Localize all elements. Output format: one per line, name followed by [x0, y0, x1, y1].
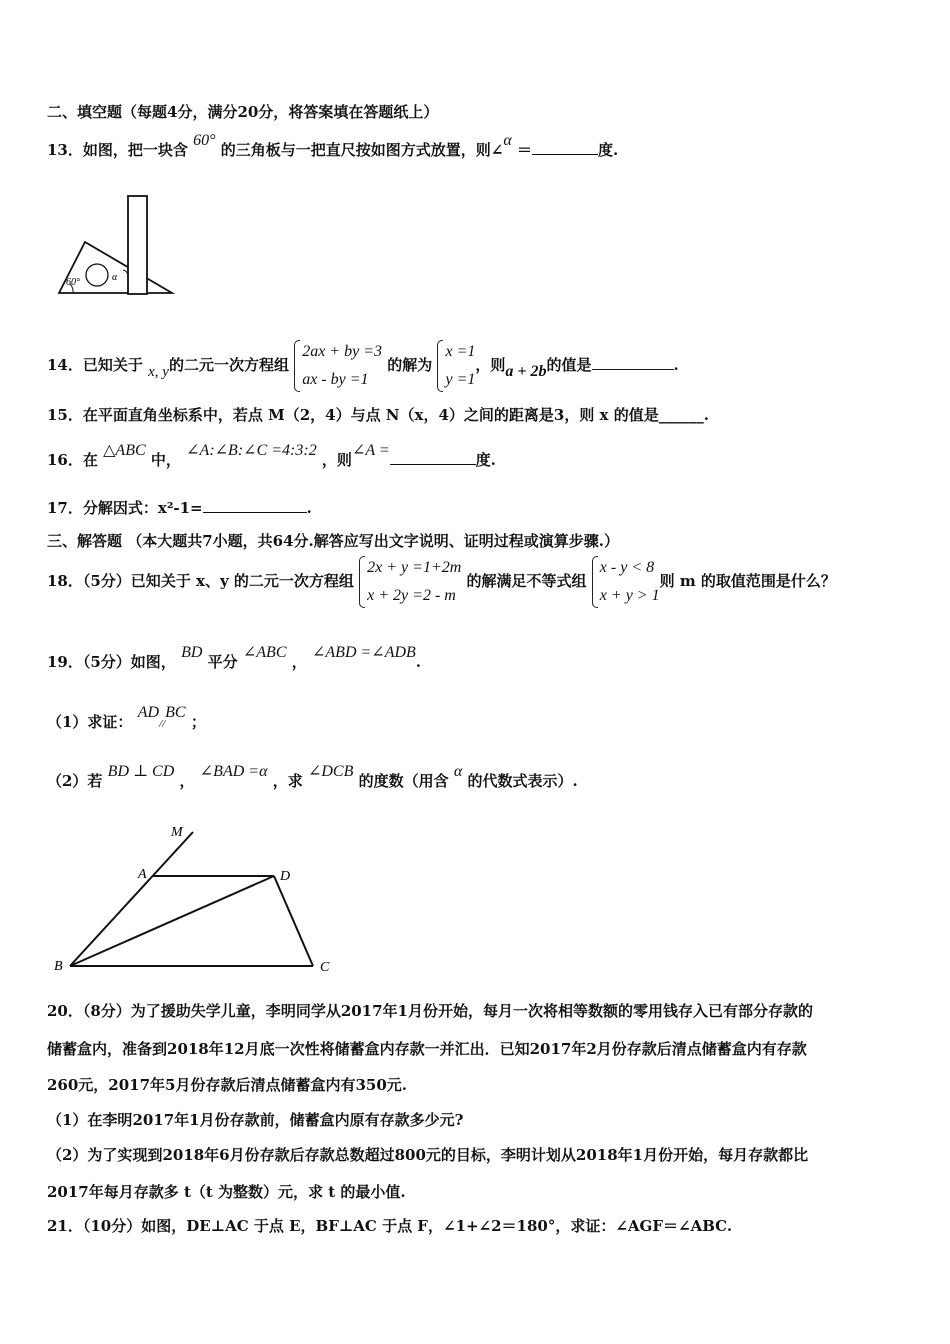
section3-header: 三、解答题 （本大题共7小题，共64分.解答应写出文字说明、证明过程或演算步骤.）	[47, 532, 619, 550]
question-18	[47, 552, 836, 610]
q19-bd: BD	[181, 644, 203, 661]
question-19	[47, 644, 422, 673]
q19-part2-perp: BD ⊥ CD	[107, 763, 175, 780]
q18-text3: 则 m 的取值范围是什么？	[659, 572, 836, 590]
q16-answer-blank[interactable]	[390, 450, 476, 465]
q14-equation-2: ax - by =1	[302, 371, 369, 388]
q14-text1: 已知关于	[82, 356, 143, 374]
q19-part1-parallel: //	[159, 718, 166, 730]
question-20-part2a: （2）为了实现到2018年6月份存款后存款总数超过800元的目标，李明计划从2018年1月份开始，每月存款都比	[47, 1146, 809, 1164]
q16-ratio: ∠A:∠B:∠C =4:3:2	[186, 442, 317, 459]
q19-part2-bad: ∠BAD =α	[199, 763, 268, 780]
q19-part2-label: （2）若	[47, 772, 103, 790]
segment-dc	[274, 876, 313, 966]
q18-inequality-2: x + y > 1	[599, 587, 660, 604]
question-16	[47, 442, 496, 471]
label-60: 60°	[66, 277, 80, 288]
q19-angle-abc: ∠ABC	[242, 644, 287, 661]
q14-equation-1: 2ax + by =3	[302, 343, 382, 360]
q19-number: 19．	[47, 653, 83, 671]
q16-text2: 中，	[150, 451, 181, 469]
q19-part2-comma1: ，	[179, 772, 195, 790]
q18-equation-system	[359, 554, 461, 610]
q19-part1-bc: BC	[165, 704, 186, 721]
q13-text2: 的三角板与一把直尺按如图方式放置，则∠	[220, 141, 504, 159]
q17-end: .	[306, 499, 312, 517]
label-m: M	[171, 825, 183, 840]
q19-part2-text-b: 的度数（用含	[358, 772, 449, 790]
q17-text: 17．分解因式：x²-1=	[47, 499, 203, 517]
q14-text6: .	[673, 356, 679, 374]
q19-part1-label: （1）求证：	[47, 713, 133, 731]
line-bm	[70, 832, 193, 966]
label-b: B	[54, 959, 63, 974]
q14-solution-1: x =1	[445, 343, 476, 360]
question-17	[47, 498, 312, 518]
question-20-line1: 20．（8分）为了援助失学儿童，李明同学从2017年1月份开始，每月一次将相等数额的零用钱存入已有部分存款的	[47, 1002, 814, 1020]
q16-text3: ，则	[321, 451, 352, 469]
q13-alpha: α	[503, 132, 512, 149]
q13-equals: ＝	[516, 141, 532, 159]
q16-angle-a: ∠A =	[351, 442, 390, 459]
q14-number: 14．	[47, 356, 83, 374]
q19-text1: （5分）如图，	[82, 653, 176, 671]
segment-bd	[70, 876, 274, 966]
figure-13-triangle-ruler	[55, 192, 180, 300]
q14-expression: a + 2b	[505, 363, 547, 380]
q13-text1: 如图，把一块含	[82, 141, 188, 159]
q19-text3: ，	[291, 653, 307, 671]
q19-part2-find: ，求	[272, 772, 303, 790]
label-a: A	[138, 867, 147, 882]
q19-part2	[47, 763, 578, 792]
q19-part2-dcb: ∠DCB	[307, 763, 354, 780]
q18-equation-2: x + 2y =2 - m	[367, 587, 456, 604]
q19-text4: .	[415, 653, 422, 671]
question-20-line2: 储蓄盒内，准备到2018年12月底一次性将储蓄盒内存款一并汇出．已知2017年2月份存款后清点储蓄盒内有存款	[47, 1040, 807, 1058]
label-c: C	[320, 960, 330, 975]
q19-part1-ad: AD	[137, 704, 160, 721]
question-14	[47, 338, 679, 394]
q13-answer-blank[interactable]	[532, 140, 598, 155]
q14-text4: ，则	[475, 356, 506, 374]
q14-answer-blank[interactable]	[592, 355, 674, 370]
q14-solution-system	[437, 338, 475, 394]
q19-part1-end: ；	[190, 713, 206, 731]
label-alpha: α	[112, 272, 118, 283]
q18-text2: 的解满足不等式组	[466, 572, 587, 590]
q16-text4: 度.	[475, 451, 496, 469]
q17-answer-blank[interactable]	[203, 498, 307, 513]
question-21: 21．（10分）如图，DE⊥AC 于点 E，BF⊥AC 于点 F，∠1+∠2＝180°，求证：∠AGF＝∠ABC.	[47, 1217, 733, 1235]
q14-equation-system	[294, 338, 382, 394]
q19-text2: 平分	[207, 653, 238, 671]
question-15: 15．在平面直角坐标系中，若点 M（2，4）与点 N（x，4）之间的距离是3，则 x 的值是______.	[47, 406, 709, 424]
q18-inequality-1: x - y < 8	[599, 559, 655, 576]
q16-triangle: △ABC	[103, 442, 146, 459]
q19-part2-text-c: 的代数式表示）.	[467, 772, 578, 790]
q18-text1: （5分）已知关于 x、y 的二元一次方程组	[82, 572, 354, 590]
figure-19-trapezoid	[50, 820, 350, 980]
q13-60-degree: 60°	[193, 132, 216, 149]
q14-solution-2: y =1	[445, 371, 476, 388]
triangle-hole	[86, 264, 108, 286]
q19-equation: ∠ABD =∠ADB	[311, 644, 416, 661]
q14-text3: 的解为	[387, 356, 433, 374]
question-20-part2b: 2017年每月存款多 t（t 为整数）元，求 t 的最小值.	[47, 1183, 406, 1201]
question-20-line3: 260元，2017年5月份存款后清点储蓄盒内有350元.	[47, 1076, 408, 1094]
q14-vars: x, y	[148, 364, 169, 380]
label-d: D	[280, 869, 291, 884]
q18-equation-1: 2x + y =1+2m	[367, 559, 462, 576]
ruler	[128, 196, 147, 294]
q13-number: 13．	[47, 141, 83, 159]
q14-text2: 的二元一次方程组	[168, 356, 289, 374]
q19-part2-alpha: α	[453, 763, 463, 780]
q14-text5: 的值是	[546, 356, 592, 374]
q13-text4: 度.	[598, 141, 619, 159]
question-20-part1: （1）在李明2017年1月份存款前，储蓄盒内原有存款多少元?	[47, 1111, 464, 1129]
q19-part1	[47, 704, 206, 734]
question-13	[47, 132, 619, 161]
q18-number: 18．	[47, 572, 83, 590]
q16-number: 16．	[47, 451, 83, 469]
q18-inequality-system	[592, 554, 660, 610]
section2-header: 二、填空题（每题4分，满分20分，将答案填在答题纸上）	[47, 103, 439, 121]
q16-text1: 在	[82, 451, 98, 469]
